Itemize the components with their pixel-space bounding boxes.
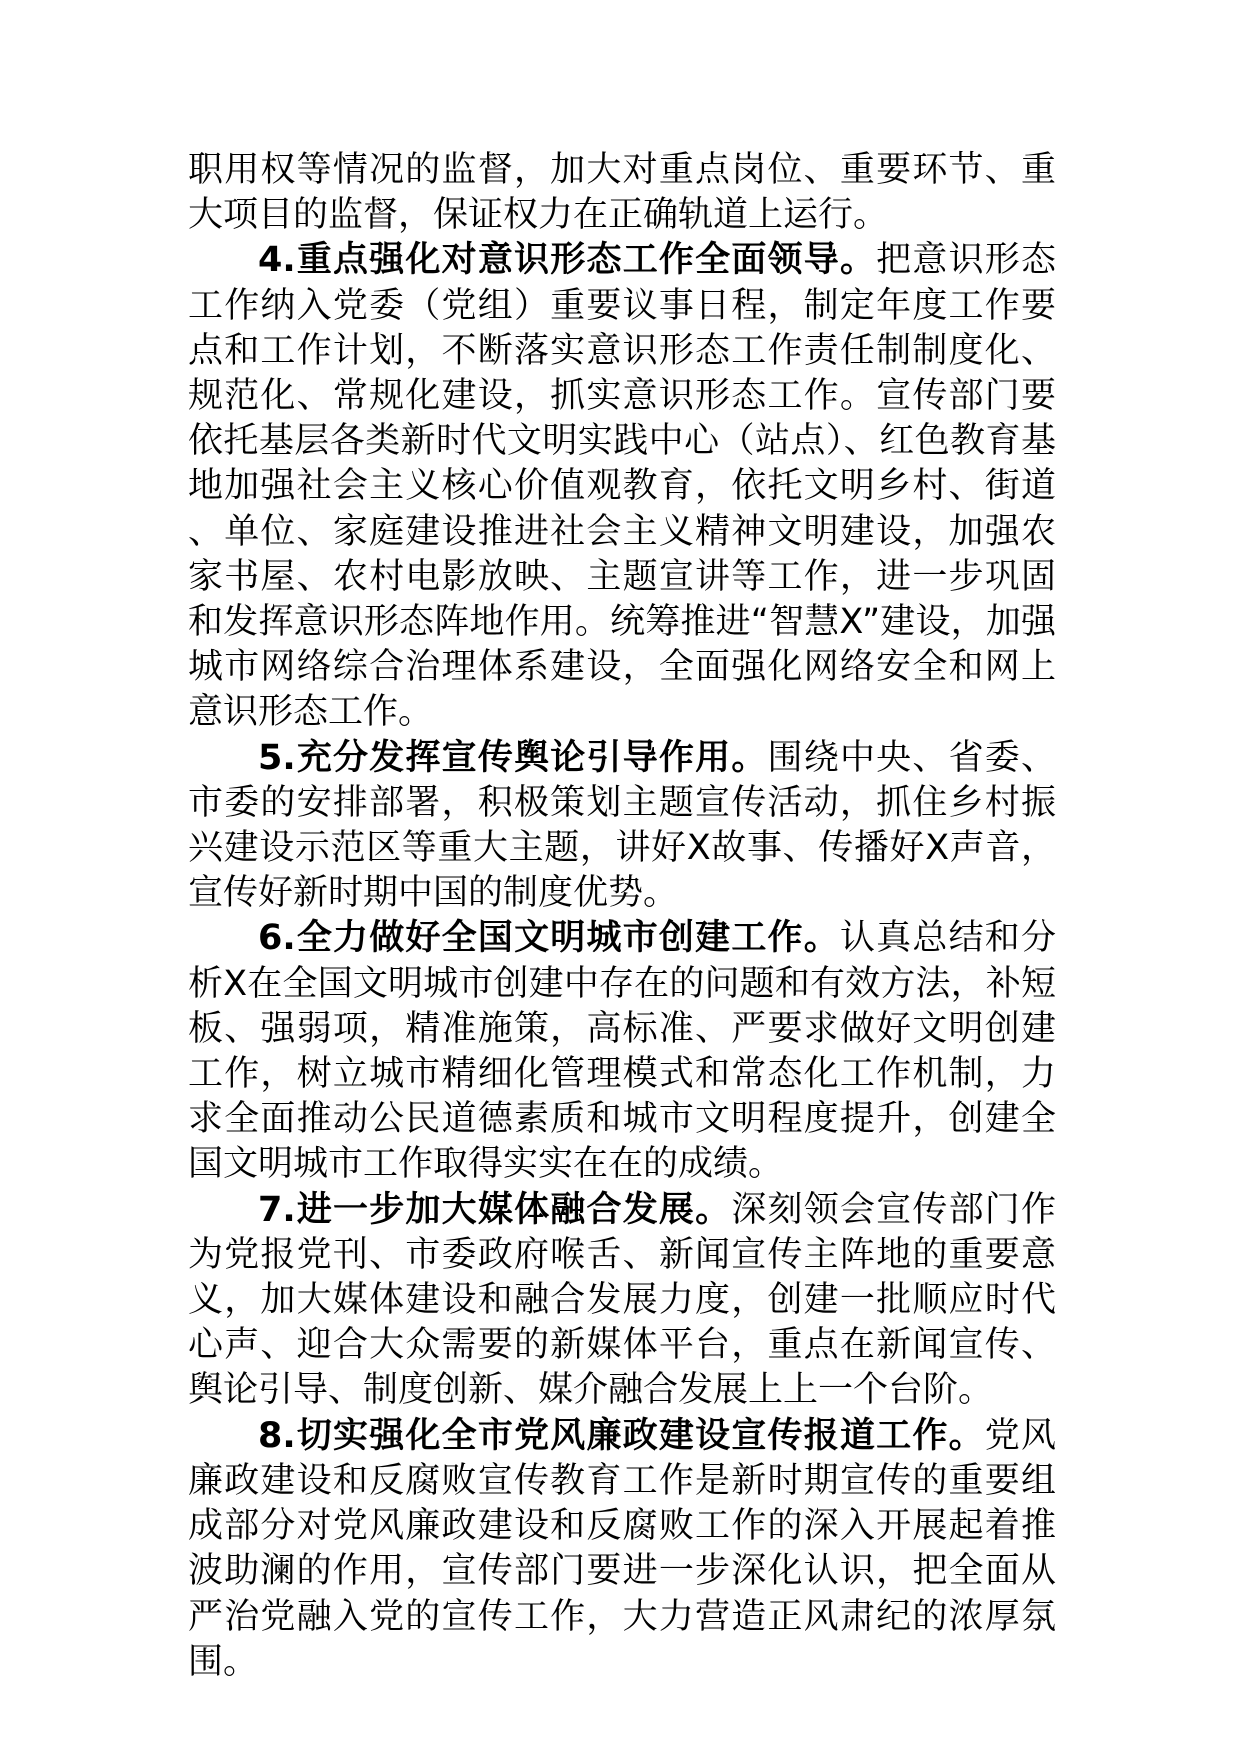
paragraph-text: 党风廉政建设和反腐败宣传教育工作是新时期宣传的重要组成部分对党风廉政建设和反腐败工作的深入开展起着推波助澜的作用，宣传部门要进一步深化认识，把全面从严治党融入党的宣传工作，大力营造正风肃纪的浓厚氛围。 [188, 1415, 1056, 1682]
paragraph-text: 认真总结和分析X在全国文明城市创建中存在的问题和有效方法，补短板、强弱项，精准施策，高标准、严要求做好文明创建工作，树立城市精细化管理模式和常态化工作机制，力求全面推动公民道德素质和城市文明程度提升，创建全国文明城市工作取得实实在在的成绩。 [188, 918, 1056, 1185]
paragraph-heading: 4.重点强化对意识形态工作全面领导。 [258, 240, 877, 281]
paragraph-text: 围绕中央、省委、市委的安排部署，积极策划主题宣传活动，抓住乡村振兴建设示范区等重大主题，讲好X故事、传播好X声音，宣传好新时期中国的制度优势。 [188, 737, 1056, 914]
paragraph-item-6 [188, 916, 1056, 1187]
paragraph-heading: 8.切实强化全市党风廉政建设宣传报道工作。 [258, 1415, 985, 1456]
paragraph-text: 把意识形态工作纳入党委（党组）重要议事日程，制定年度工作要点和工作计划，不断落实意识形态工作责任制制度化、规范化、常规化建设，抓实意识形态工作。宣传部门要依托基层各类新时代文明实践中心（站点）、红色教育基地加强社会主义核心价值观教育，依托文明乡村、街道、单位、家庭建设推进社会主义精神文明建设，加强农家书屋、农村电影放映、主题宣讲等工作，进一步巩固和发挥意识形态阵地作用。统筹推进“智慧X”建设，加强城市网络综合治理体系建设，全面强化网络安全和网上意识形态工作。 [188, 240, 1056, 733]
paragraph-heading: 7.进一步加大媒体融合发展。 [258, 1189, 732, 1230]
paragraph-text: 职用权等情况的监督，加大对重点岗位、重要环节、重大项目的监督，保证权力在正确轨道上运行。 [188, 150, 1056, 236]
paragraph-heading: 5.充分发挥宣传舆论引导作用。 [258, 737, 768, 778]
paragraph-item-5 [188, 736, 1056, 917]
paragraph-item-7 [188, 1188, 1056, 1414]
paragraph-item-8 [188, 1414, 1056, 1685]
paragraph-heading: 6.全力做好全国文明城市创建工作。 [258, 918, 840, 959]
document-body [188, 148, 1056, 1685]
paragraph-text: 深刻领会宣传部门作为党报党刊、市委政府喉舌、新闻宣传主阵地的重要意义，加大媒体建设和融合发展力度，创建一批顺应时代心声、迎合大众需要的新媒体平台，重点在新闻宣传、舆论引导、制度创新、媒介融合发展上上一个台阶。 [188, 1189, 1056, 1411]
paragraph-continuation [188, 148, 1056, 238]
paragraph-item-4 [188, 238, 1056, 735]
